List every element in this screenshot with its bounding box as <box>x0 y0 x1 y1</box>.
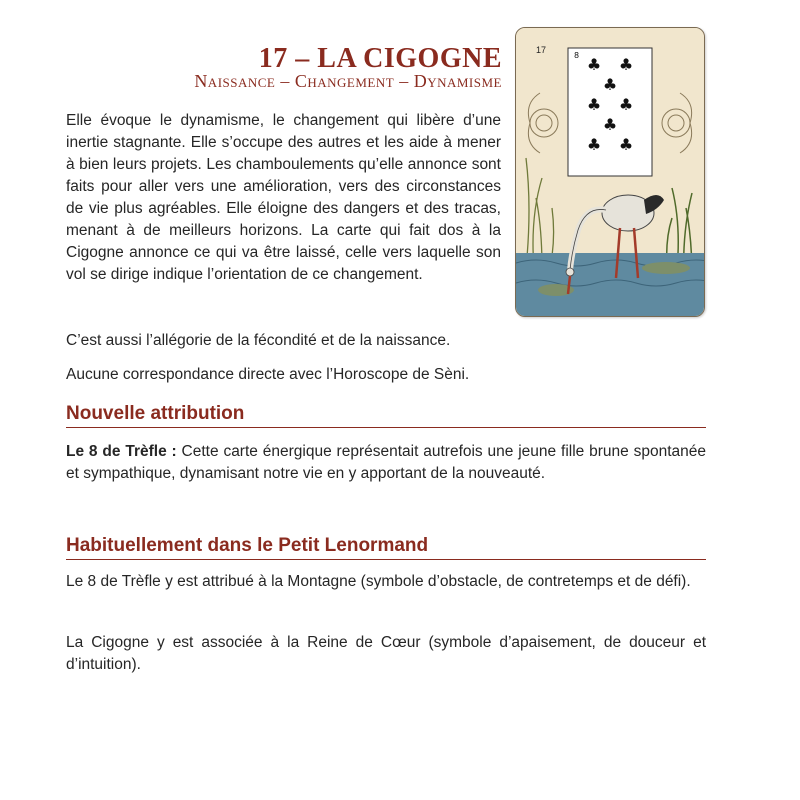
lenormand-paragraph-1: Le 8 de Trèfle y est attribué à la Montagne (symbole d’obstacle, de contretemps et de défi). <box>66 573 691 590</box>
intro-tail: C’est aussi l’allégorie de la fécondité et de la naissance. <box>66 332 451 349</box>
svg-text:♣: ♣ <box>586 55 602 74</box>
section-heading-nouvelle-attribution: Nouvelle attribution <box>66 403 706 428</box>
svg-text:♣: ♣ <box>618 135 634 154</box>
attribution-lead: Le 8 de Trèfle : <box>66 443 177 460</box>
rock <box>642 262 690 274</box>
lenormand-paragraph-2: La Cigogne y est associée à la Reine de Cœur (symbole d’apaisement, de douceur et d’intuition). <box>66 634 706 673</box>
water <box>516 253 704 316</box>
svg-text:♣: ♣ <box>602 115 618 134</box>
intro-paragraph: Elle évoque le dynamisme, le changement qui libère d’une inertie stagnante. Elle s’occupe des autres et les aide à mener à bien leurs projets. Les chamboulements qu’elle annonce sont faits pour aller vers une amélioration, vers des circonstances de vie plus agréables. Elle éloigne des dangers et des tracas, menant à de meilleurs horizons. La carte qui fait dos à la Cigogne annonce ce qui va être laissé, celle vers laquelle son vol se dirige indique l’orientation de ce changement. <box>66 112 501 283</box>
page-subtitle: Naissance – Changement – Dynamisme <box>194 71 502 91</box>
svg-text:♣: ♣ <box>586 95 602 114</box>
svg-text:8: 8 <box>574 51 580 60</box>
stork-card-art <box>516 28 704 316</box>
page-title: 17 – LA CIGOGNE <box>258 42 502 74</box>
svg-text:♣: ♣ <box>586 135 602 154</box>
nouvelle-attribution-paragraph <box>66 441 706 485</box>
svg-text:♣: ♣ <box>618 55 634 74</box>
horoscope-note: Aucune correspondance directe avec l’Horoscope de Sèni. <box>66 366 470 383</box>
card-number: 17 <box>536 45 547 55</box>
stork-card-illustration <box>515 27 705 317</box>
section-heading-petit-lenormand: Habituellement dans le Petit Lenormand <box>66 535 706 560</box>
inset-playing-card <box>568 48 652 176</box>
svg-text:♣: ♣ <box>602 75 618 94</box>
svg-text:♣: ♣ <box>618 95 634 114</box>
attribution-text: Cette carte énergique représentait autrefois une jeune fille brune spontanée et sympathique, dynamisant notre vie en y apportant de la nouveauté. <box>66 443 706 482</box>
